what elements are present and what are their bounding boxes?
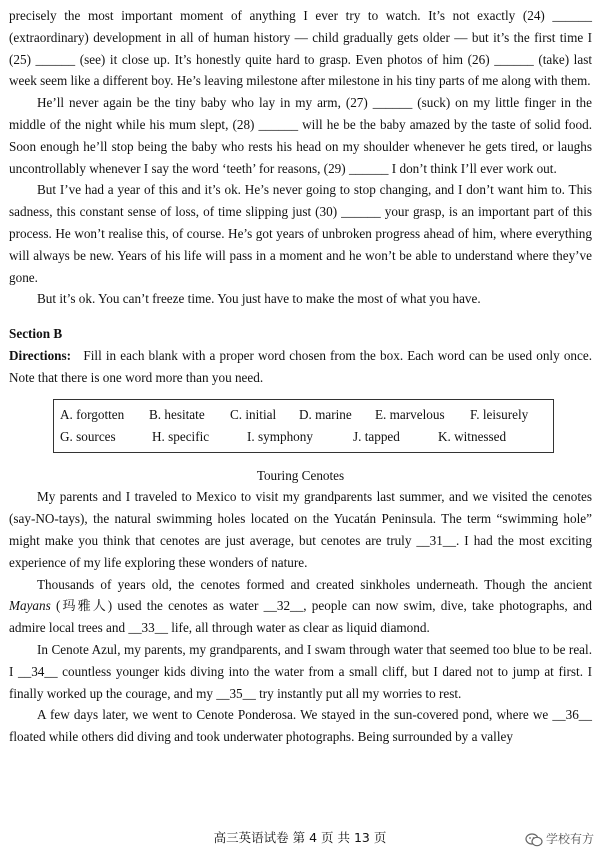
section-b-directions	[9, 345, 592, 389]
page-footer: 高三英语试卷 第 4 页 共 13 页	[213, 830, 387, 845]
passage-p2-after: (玛雅人) used the cenotes as water __32__, people can now swim, dive, take photographs, and admire local trees and __33__ life, all through water as clear as liquid diamond.	[9, 598, 592, 636]
passage-p2-before: Thousands of years old, the cenotes formed and created sinkholes underneath. Though the ancient	[37, 576, 592, 592]
word-option-c: C. initial	[230, 406, 277, 422]
word-box-row-1	[54, 404, 553, 426]
passage-title: Touring Cenotes	[256, 467, 345, 483]
word-option-b: B. hesitate	[149, 406, 205, 422]
paragraph-4: But it’s ok. You can’t freeze time. You just have to make the most of what you have.	[37, 291, 481, 307]
section-gap	[9, 310, 592, 321]
paragraph-1: precisely the most important moment of anything I ever try to watch. It’s not exactly (24) ______ (extraordinary) development in all of human history — child gradually gets older — but it’s the first time I (25) ______ (see) it close up. It’s honestly quite hard to grasp. Even photos of him (26) ______ (take) last week seem like a different boy. He’s leaving milestone after milestone in his tiny parts of me along with them.	[9, 8, 592, 89]
paragraph-2: He’ll never again be the tiny baby who lay in my arm, (27) ______ (suck) on my little finger in the middle of the night while his mum slept, (28) ______ will he be the baby amazed by the taste of solid food. Soon enough he’ll stop being the baby who rests his head on my shoulder whenever he gets tired, or laughs uncontrollably whenever I say the word ‘teeth’ for reasons, (29) ______ I don’t think I’ll ever work out.	[9, 95, 592, 176]
word-option-f: F. leisurely	[470, 406, 529, 422]
word-option-a: A. forgotten	[60, 406, 125, 422]
directions-text: Fill in each blank with a proper word chosen from the box. Each word can be used only once. Note that there is one word more than you need.	[9, 347, 593, 385]
wechat-icon	[525, 833, 543, 847]
word-option-h: H. specific	[152, 428, 210, 444]
word-option-i: I. symphony	[247, 428, 313, 444]
watermark	[525, 829, 594, 851]
word-option-g: G. sources	[60, 428, 116, 444]
passage-paragraph-2	[9, 574, 592, 639]
document-page	[9, 5, 592, 748]
section-b-title: Section B	[9, 326, 63, 342]
passage-paragraph-3: In Cenote Azul, my parents, my grandparents, and I swam through water that seemed too blue to be real. I __34__ countless younger kids diving into the water from a small cliff, but I dared not to jump at first. I finally worked up the courage, and my __35__ try instantly put all my worries to rest.	[9, 641, 592, 701]
word-box-row-2	[54, 426, 553, 448]
passage-paragraph-1: My parents and I traveled to Mexico to visit my grandparents last summer, and we visited the cenotes (say-NO-tays), the natural swimming holes located on the Yucatán Peninsula. The term “swimming hole” might make you think that cenotes are just average, but cenotes are truly __31__. I had the most exciting experience of my life exploring these wonders of nature.	[9, 489, 592, 570]
directions-label: Directions:	[9, 347, 72, 363]
paragraph-3: But I’ve had a year of this and it’s ok. He’s never going to stop changing, and I don’t want him to. This sadness, this constant sense of loss, of time slipping just (30) ______ your grasp, is an important part of this process. He won’t realise this, of course. He’s got years of unbroken progress ahead of him, where everything will always be new. Years of his life will pass in a moment and he won’t be able to understand where they’ve gone.	[9, 182, 592, 285]
word-option-e: E. marvelous	[375, 406, 445, 422]
word-option-d: D. marine	[299, 406, 352, 422]
passage-paragraph-4: A few days later, we went to Cenote Ponderosa. We stayed in the sun-covered pond, where we __36__ floated while others did diving and took underwater photographs. Being surrounded by a valley	[9, 707, 592, 745]
word-option-j: J. tapped	[353, 428, 400, 444]
word-box	[53, 399, 554, 453]
watermark-text: 学校有方	[545, 832, 594, 846]
word-option-k: K. witnessed	[438, 428, 507, 444]
mayans-italic: Mayans	[9, 598, 51, 614]
